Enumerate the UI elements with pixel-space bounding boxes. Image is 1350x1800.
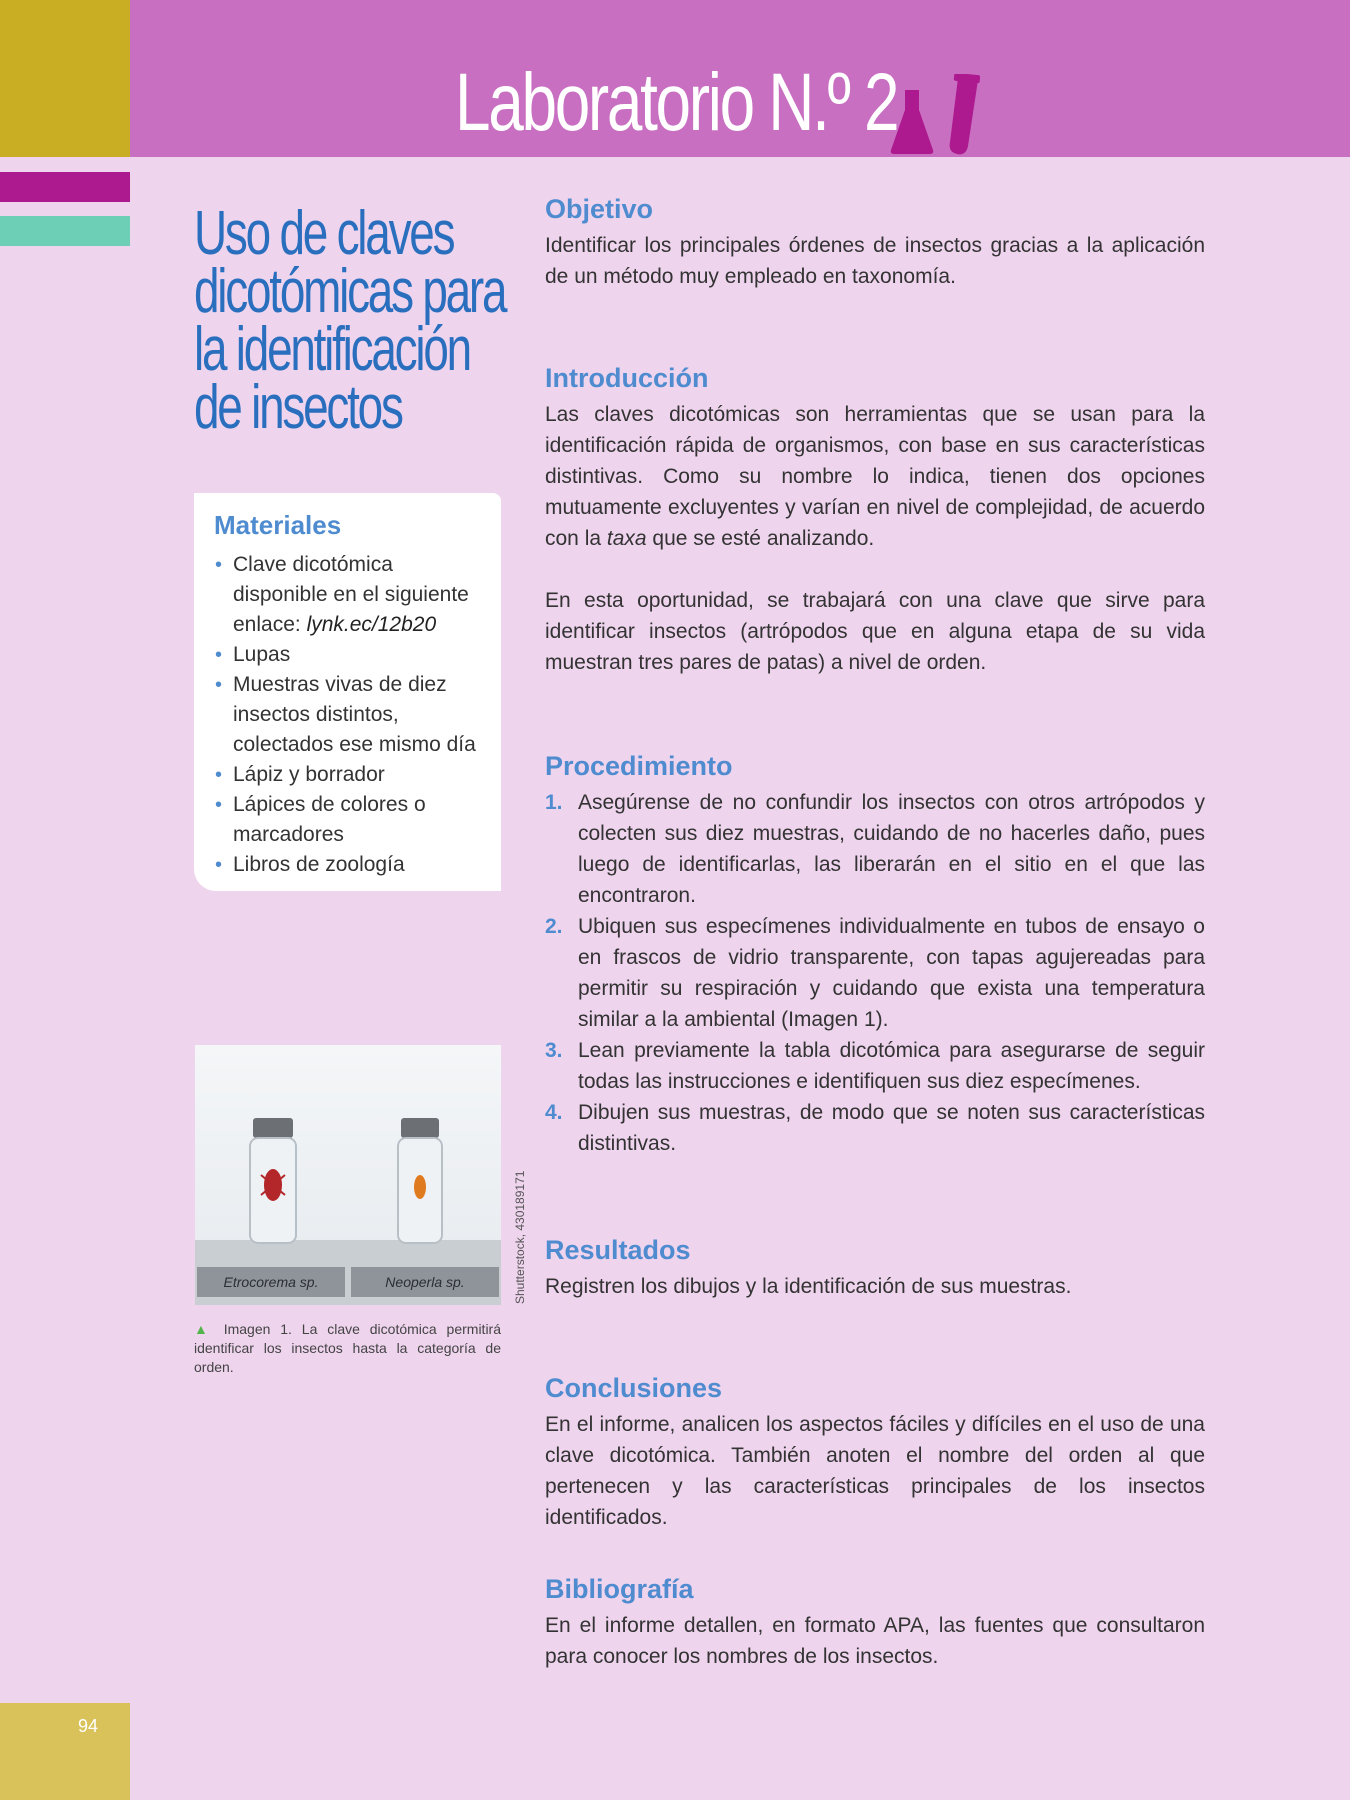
teal-stripe xyxy=(0,216,130,246)
materials-item: • Libros de zoología xyxy=(214,850,489,880)
bibliografia-text: En el informe detallen, en formato APA, las fuentes que consultaron para conocer los nombres de los insectos. xyxy=(545,1614,1205,1668)
step-item: 3. Lean previamente la tabla dicotómica para asegurarse de seguir todas las instrucciones e identifiquen sus diez especímenes. xyxy=(545,1039,1205,1093)
procedimiento-section xyxy=(545,749,1205,1159)
objetivo-section xyxy=(545,192,1205,292)
procedimiento-heading: Procedimiento xyxy=(545,751,733,781)
magenta-stripe xyxy=(0,172,130,202)
specimen-label: Etrocorema sp. xyxy=(197,1267,345,1297)
conclusiones-text: En el informe, analicen los aspectos fáciles y difíciles en el uso de una clave dicotómica. También anoten el nombre del orden al que pertenecen y las características principales de los insectos identificados. xyxy=(545,1413,1205,1529)
specimen-jars-illustration xyxy=(195,1045,501,1305)
objetivo-text: Identificar los principales órdenes de insectos gracias a la aplicación de un método muy empleado en taxonomía. xyxy=(545,234,1205,288)
step-item: 2. Ubiquen sus especímenes individualmente en tubos de ensayo o en frascos de vidrio transparente, con tapas agujereadas para permitir su respiración y cuidando que exista una temperatura similar a la ambiental (Imagen 1). xyxy=(545,915,1205,1031)
materials-item: • Clave dicotómica disponible en el siguiente enlace: lynk.ec/12b20 xyxy=(214,550,489,640)
procedimiento-steps xyxy=(545,787,1205,1159)
bibliografia-heading: Bibliografía xyxy=(545,1574,694,1604)
lab-title: Uso de claves dicotómicas para la identificación de insectos xyxy=(194,199,506,442)
materials-box xyxy=(194,493,501,891)
triangle-icon: ▲ xyxy=(194,1321,214,1337)
corner-block xyxy=(0,0,130,157)
objetivo-heading: Objetivo xyxy=(545,194,654,224)
flask-icon xyxy=(890,88,934,154)
conclusiones-section xyxy=(545,1371,1205,1533)
introduccion-p2: En esta oportunidad, se trabajará con una clave que sirve para identificar insectos (artrópodos que en alguna etapa de su vida muestran tres pares de patas) a nivel de orden. xyxy=(545,589,1205,674)
conclusiones-heading: Conclusiones xyxy=(545,1373,723,1403)
photo-credit: Shutterstock, 430189171 xyxy=(513,1170,527,1304)
step-item: 1. Asegúrense de no confundir los insectos con otros artrópodos y colecten sus diez muestras, cuidando de no hacerles daño, pues luego de identificarlas, las liberarán en el sitio en el que las encontraron. xyxy=(545,791,1205,907)
materials-heading: Materiales xyxy=(214,510,342,540)
bibliografia-section xyxy=(545,1572,1205,1672)
test-tube-icon xyxy=(944,74,980,156)
step-item: 4. Dibujen sus muestras, de modo que se noten sus características distintivas. xyxy=(545,1101,1205,1155)
materials-item: • Muestras vivas de diez insectos distintos, colectados ese mismo día xyxy=(214,670,489,760)
resultados-heading: Resultados xyxy=(545,1235,691,1265)
materials-item: • Lápiz y borrador xyxy=(214,760,489,790)
resultados-text: Registren los dibujos y la identificación de sus muestras. xyxy=(545,1275,1072,1298)
specimen-photo xyxy=(195,1045,501,1305)
introduccion-p1: Las claves dicotómicas son herramientas que se usan para la identificación rápida de organismos, con base en sus características distintivas. Como su nombre lo indica, tienen dos opciones mutuamente excluyentes y varían en nivel de complejidad, de acuerdo con la taxa que se esté analizando. xyxy=(545,403,1205,550)
materials-list xyxy=(214,550,489,880)
materials-item: • Lupas xyxy=(214,640,489,670)
page-number-block xyxy=(0,1703,130,1800)
page-title: Laboratorio N.º 2 xyxy=(455,57,898,148)
introduccion-heading: Introducción xyxy=(545,363,709,393)
materials-link[interactable]: lynk.ec/12b20 xyxy=(306,613,437,636)
image-caption: ▲ Imagen 1. La clave dicotómica permitirá identificar los insectos hasta la categoría de orden. xyxy=(194,1321,502,1375)
page-number: 94 xyxy=(78,1716,99,1736)
introduccion-section xyxy=(545,361,1205,678)
resultados-section xyxy=(545,1233,1205,1302)
materials-item: • Lápices de colores o marcadores xyxy=(214,790,489,850)
specimen-label: Neoperla sp. xyxy=(351,1267,499,1297)
